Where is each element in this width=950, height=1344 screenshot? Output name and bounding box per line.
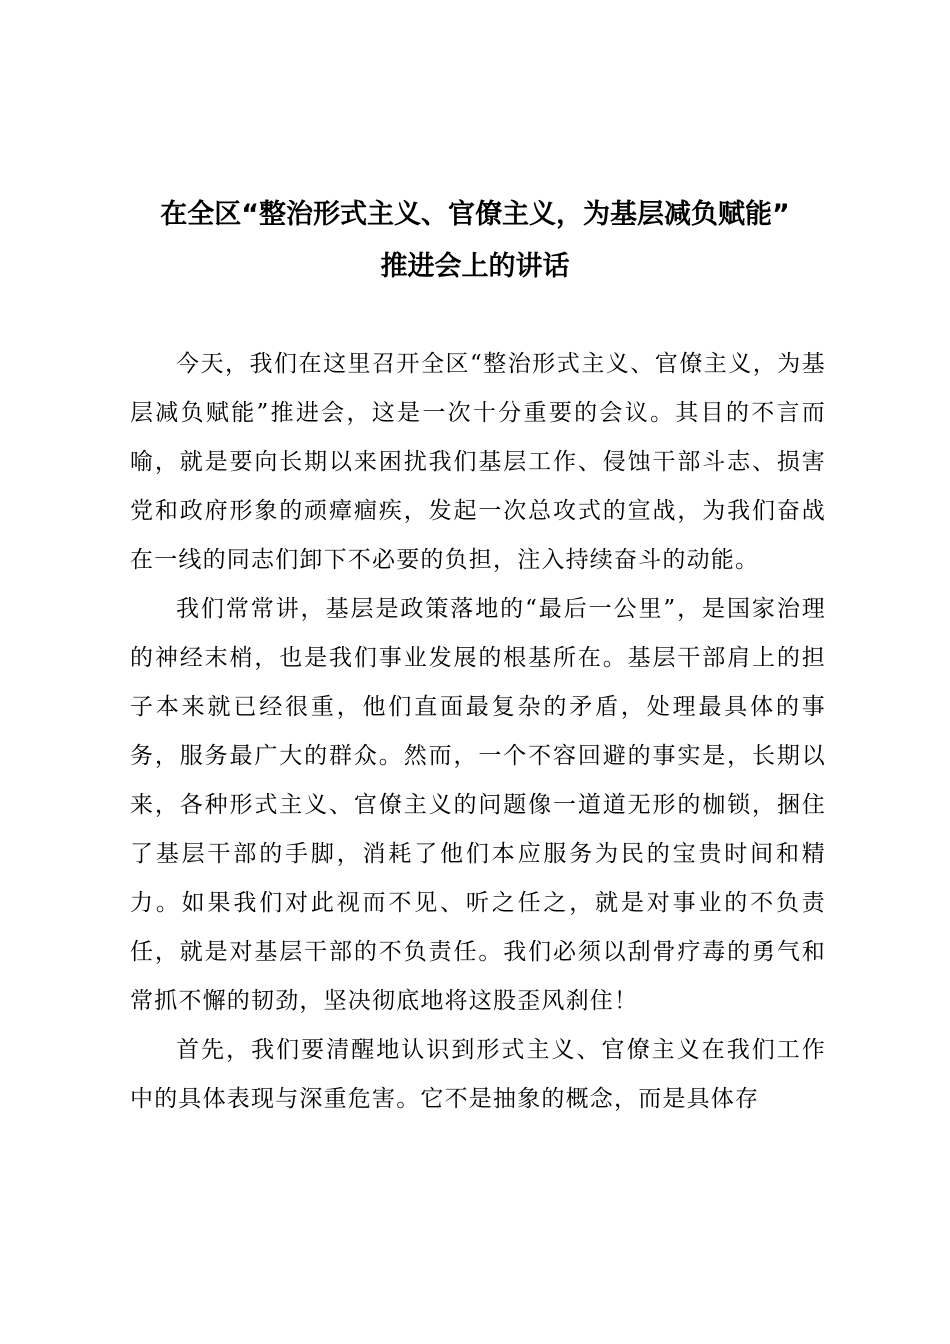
paragraph-1: 今天，我们在这里召开全区“整治形式主义、官僚主义，为基层减负赋能”推进会，这是一次十分重要的会议。其目的不言而喻，就是要向长期以来困扰我们基层工作、侵蚀干部斗志、损害党和政府形象的顽瘴痼疾，发起一次总攻式的宣战，为我们奋战在一线的同志们卸下不必要的负担，注入持续奋斗的动能。 — [130, 351, 826, 573]
paragraph-3: 首先，我们要清醒地认识到形式主义、官僚主义在我们工作中的具体表现与深重危害。它不是抽象的概念，而是具体存 — [130, 1037, 826, 1112]
document-body — [130, 340, 826, 1124]
document-title-line-2: 推进会上的讲话 — [380, 251, 570, 282]
paragraph-2: 我们常常讲，基层是政策落地的“最后一公里”，是国家治理的神经末梢，也是我们事业发展的根基所在。基层干部肩上的担子本来就已经很重，他们直面最复杂的矛盾，处理最具体的事务，服务最广大的群众。然而，一个不容回避的事实是，长期以来，各种形式主义、官僚主义的问题像一道道无形的枷锁，捆住了基层干部的手脚，消耗了他们本应服务为民的宝贵时间和精力。如果我们对此视而不见、听之任之，就是对事业的不负责任，就是对基层干部的不负责任。我们必须以刮骨疗毒的勇气和常抓不懈的韧劲，坚决彻底地将这股歪风刹住！ — [130, 596, 826, 1014]
document-title-line-1: 在全区“整治形式主义、官僚主义，为基层减负赋能” — [160, 199, 790, 230]
